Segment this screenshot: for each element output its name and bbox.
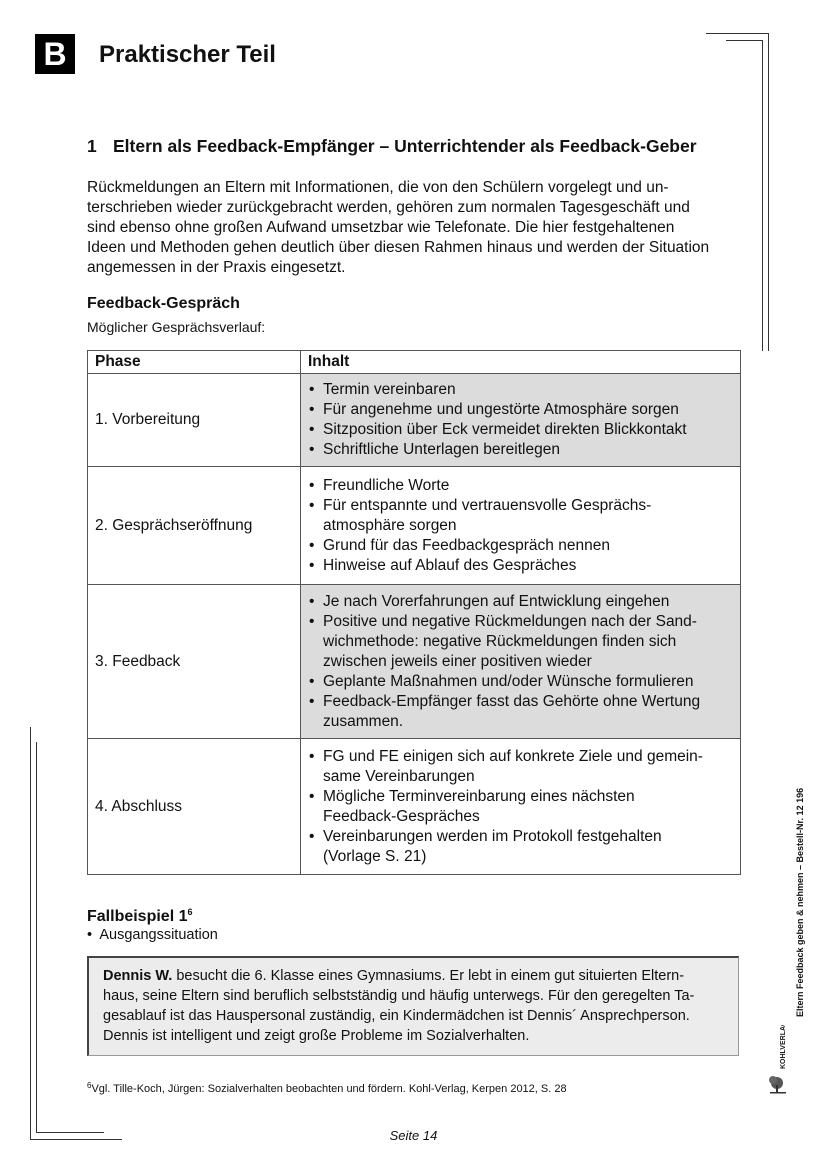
bullet-list [308, 592, 733, 732]
footnote-number: 6 [87, 1081, 92, 1090]
list-item: • Für entspannte und vertrauensvolle Gesprächs- atmosphäre sorgen [308, 496, 733, 536]
chapter-title: Praktischer Teil [99, 41, 276, 68]
content-cell [301, 467, 741, 585]
footnote-marker: 6 [187, 907, 193, 917]
phase-cell: 3. Feedback [88, 585, 301, 739]
footnote: $^6$Vgl. Tille-Koch, Jürgen: Sozialverhalten beobachten und fördern. Kohl-Verlag, Kerpen 2012, S. 28 [87, 1081, 567, 1095]
case-study-box [87, 956, 739, 1056]
content-cell [301, 739, 741, 875]
list-item: • Schriftliche Unterlagen bereitlegen [308, 440, 733, 460]
list-item: • Grund für das Feedbackgespräch nennen [308, 536, 733, 556]
list-item: • Für angenehme und ungestörte Atmosphäre sorgen [308, 400, 733, 420]
tree-logo-icon [768, 1025, 794, 1095]
frame-top-right-v2 [762, 40, 763, 351]
bullet-list [308, 380, 733, 460]
frame-top-right-v1 [768, 33, 769, 351]
list-item: • Positive und negative Rückmeldungen nach der Sand- wichmethode: negative Rückmeldungen finden sich zwischen jeweils einer positiven wieder [308, 612, 733, 672]
table-row [88, 467, 741, 585]
intro-line: sind ebenso ohne großen Aufwand umsetzbar wie Telefonate. Die hier festgehaltenen [87, 219, 675, 236]
publisher-logo-text: KOHLVERLAG [780, 1025, 787, 1069]
phase-cell: 1. Vorbereitung [88, 374, 301, 467]
list-item: • Feedback-Empfänger fasst das Gehörte ohne Wertung zusammen. [308, 692, 733, 732]
list-item: • Je nach Vorerfahrungen auf Entwicklung eingehen [308, 592, 733, 612]
frame-bottom-left-v2 [36, 742, 37, 1132]
column-header-phase: Phase [88, 351, 301, 374]
feedback-talk-heading: Feedback-Gespräch [87, 295, 240, 312]
bullet-list [308, 476, 733, 576]
list-item: • Mögliche Terminvereinbarung eines nächsten Feedback-Gespräches [308, 787, 733, 827]
column-header-content: Inhalt [301, 351, 741, 374]
case-name: Dennis W. [103, 968, 173, 984]
phases-table [87, 350, 741, 875]
intro-line: Ideen und Methoden gehen deutlich über diesen Rahmen hinaus und werden der Situation [87, 239, 710, 256]
content-cell [301, 585, 741, 739]
list-item: • Vereinbarungen werden im Protokoll festgehalten (Vorlage S. 21) [308, 827, 733, 867]
list-item: • Geplante Maßnahmen und/oder Wünsche formulieren [308, 672, 733, 692]
table-row [88, 739, 741, 875]
list-item: • Termin vereinbaren [308, 380, 733, 400]
list-item: • Freundliche Worte [308, 476, 733, 496]
section-heading [87, 135, 697, 157]
frame-bottom-left-v1 [30, 727, 31, 1140]
frame-top-right-h2 [726, 40, 762, 41]
table-header-row [88, 351, 741, 374]
case-line: Dennis ist intelligent und zeigt große Probleme im Sozialverhalten. [103, 1028, 530, 1044]
intro-line: angemessen in der Praxis eingesetzt. [87, 259, 346, 276]
case-study-bullet: • Ausgangssituation [87, 927, 218, 943]
list-item: • Sitzposition über Eck vermeidet direkten Blickkontakt [308, 420, 733, 440]
section-number: 1 [87, 136, 97, 156]
frame-top-right-h1 [706, 33, 768, 34]
list-item: • Hinweise auf Ablauf des Gespräches [308, 556, 733, 576]
case-line: Dennis W. besucht die 6. Klasse eines Gymnasiums. Er lebt in einem gut situierten Eltern- [103, 968, 685, 984]
table-row [88, 374, 741, 467]
chapter-letter-badge: B [35, 34, 75, 74]
table-row [88, 585, 741, 739]
intro-paragraph [87, 178, 741, 278]
phase-cell: 2. Gesprächseröffnung [88, 467, 301, 585]
phase-cell: 4. Abschluss [88, 739, 301, 875]
bullet-list [308, 747, 733, 867]
page-number: Seite 14 [389, 1128, 438, 1143]
section-title: Eltern als Feedback-Empfänger – Unterrichtender als Feedback-Geber [113, 136, 697, 156]
case-line: gesablauf ist das Hauspersonal zuständig, ein Kindermädchen ist Dennis´ Ansprechperson. [103, 1008, 690, 1024]
content-cell [301, 374, 741, 467]
list-item: • FG und FE einigen sich auf konkrete Ziele und gemein- same Vereinbarungen [308, 747, 733, 787]
case-study-heading: Fallbeispiel $1^6$ [87, 907, 193, 925]
feedback-talk-caption: Möglicher Gesprächsverlauf: [87, 319, 266, 335]
case-line: haus, seine Eltern sind beruflich selbstständig und häufig unterwegs. Für den geregelten Ta- [103, 988, 695, 1004]
side-order-text: Eltern Feedback geben & nehmen – Bestell-Nr. 12 196 [795, 787, 805, 1017]
intro-line: terschrieben wieder zurückgebracht werden, gehören zum normalen Tagesgeschäft und [87, 199, 690, 216]
intro-line: Rückmeldungen an Eltern mit Informationen, die von den Schülern vorgelegt und un- [87, 179, 669, 196]
